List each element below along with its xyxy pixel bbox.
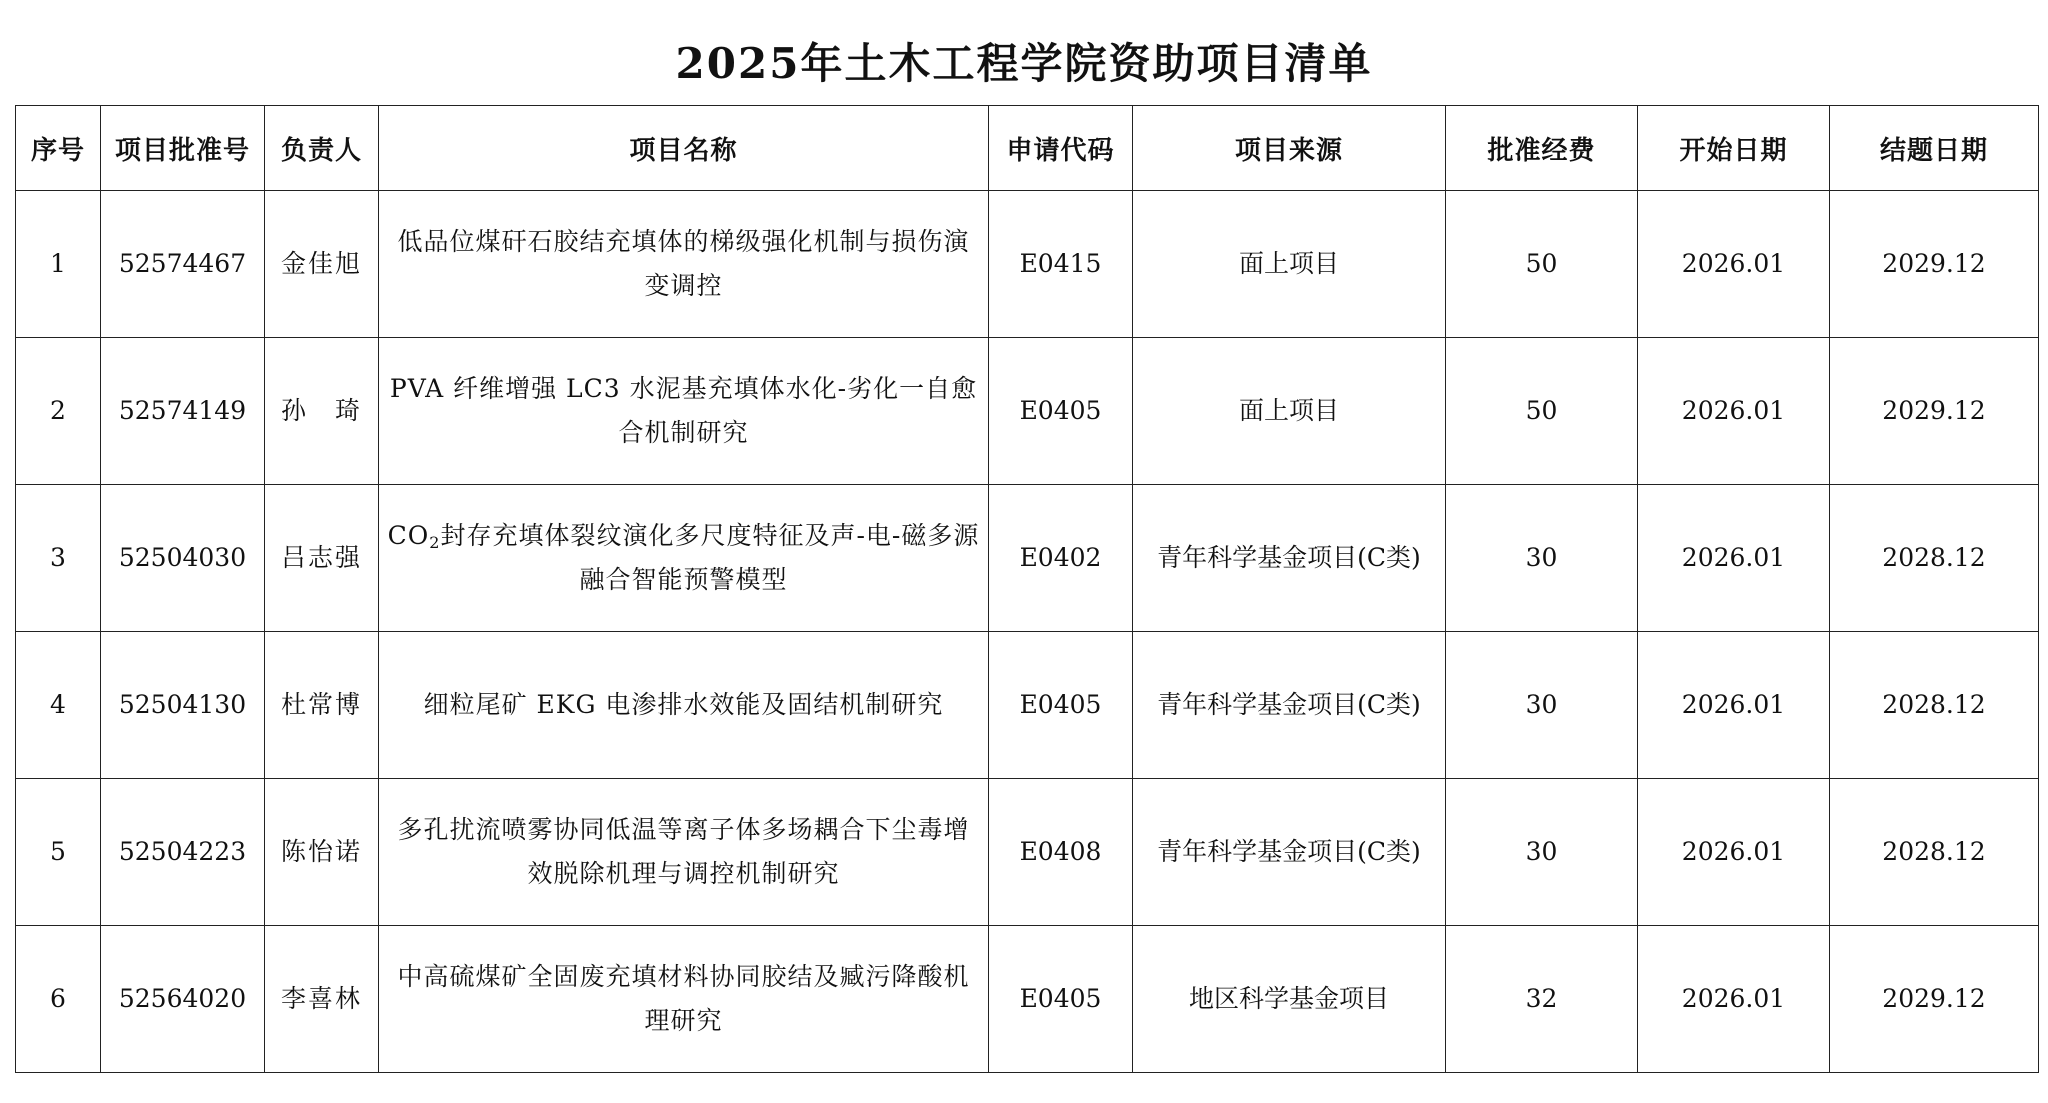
project-name-co2-prefix: CO xyxy=(387,520,430,550)
cell-start-date: 2026.01 xyxy=(1638,632,1830,779)
cell-funding: 50 xyxy=(1446,191,1638,338)
header-index: 序号 xyxy=(16,106,101,191)
cell-project-name: 细粒尾矿 EKG 电渗排水效能及固结机制研究 xyxy=(379,632,989,779)
cell-approval-no: 52504223 xyxy=(101,779,265,926)
cell-project-source: 青年科学基金项目(C类) xyxy=(1133,485,1446,632)
cell-index: 6 xyxy=(16,926,101,1073)
cell-end-date: 2029.12 xyxy=(1830,338,2039,485)
header-approval-no: 项目批准号 xyxy=(101,106,265,191)
table-row xyxy=(16,338,2039,485)
cell-end-date: 2028.12 xyxy=(1830,632,2039,779)
cell-leader: 金佳旭 xyxy=(265,191,379,338)
cell-funding: 30 xyxy=(1446,779,1638,926)
project-name-subscript: 2 xyxy=(429,532,441,552)
cell-project-name: 中高硫煤矿全固废充填材料协同胶结及臧污降酸机理研究 xyxy=(379,926,989,1073)
cell-end-date: 2028.12 xyxy=(1830,485,2039,632)
cell-end-date: 2028.12 xyxy=(1830,779,2039,926)
cell-approval-no: 52504130 xyxy=(101,632,265,779)
cell-leader: 孙 琦 xyxy=(265,338,379,485)
header-application-code: 申请代码 xyxy=(989,106,1133,191)
cell-leader: 李喜林 xyxy=(265,926,379,1073)
cell-end-date: 2029.12 xyxy=(1830,191,2039,338)
table-row xyxy=(16,779,2039,926)
cell-approval-no: 52504030 xyxy=(101,485,265,632)
header-project-source: 项目来源 xyxy=(1133,106,1446,191)
project-name-rest: 封存充填体裂纹演化多尺度特征及声-电-磁多源融合智能预警模型 xyxy=(440,520,980,594)
cell-application-code: E0415 xyxy=(989,191,1133,338)
table-row xyxy=(16,632,2039,779)
cell-index: 2 xyxy=(16,338,101,485)
cell-project-source: 地区科学基金项目 xyxy=(1133,926,1446,1073)
header-funding: 批准经费 xyxy=(1446,106,1638,191)
cell-start-date: 2026.01 xyxy=(1638,779,1830,926)
cell-leader: 杜常博 xyxy=(265,632,379,779)
cell-index: 4 xyxy=(16,632,101,779)
header-project-name: 项目名称 xyxy=(379,106,989,191)
cell-end-date: 2029.12 xyxy=(1830,926,2039,1073)
table-row xyxy=(16,485,2039,632)
cell-start-date: 2026.01 xyxy=(1638,485,1830,632)
cell-index: 1 xyxy=(16,191,101,338)
cell-application-code: E0405 xyxy=(989,926,1133,1073)
cell-application-code: E0408 xyxy=(989,779,1133,926)
cell-project-source: 面上项目 xyxy=(1133,338,1446,485)
cell-funding: 30 xyxy=(1446,485,1638,632)
cell-project-name xyxy=(379,485,989,632)
cell-leader: 陈怡诺 xyxy=(265,779,379,926)
cell-start-date: 2026.01 xyxy=(1638,926,1830,1073)
header-leader: 负责人 xyxy=(265,106,379,191)
cell-leader: 吕志强 xyxy=(265,485,379,632)
cell-funding: 50 xyxy=(1446,338,1638,485)
cell-project-name: 低品位煤矸石胶结充填体的梯级强化机制与损伤演变调控 xyxy=(379,191,989,338)
page-title: 2025年土木工程学院资助项目清单 xyxy=(675,39,1373,88)
cell-approval-no: 52574149 xyxy=(101,338,265,485)
cell-application-code: E0402 xyxy=(989,485,1133,632)
cell-application-code: E0405 xyxy=(989,338,1133,485)
cell-project-source: 青年科学基金项目(C类) xyxy=(1133,632,1446,779)
grant-project-table xyxy=(15,105,2039,1073)
table-header-row xyxy=(16,106,2039,191)
cell-index: 5 xyxy=(16,779,101,926)
cell-project-source: 青年科学基金项目(C类) xyxy=(1133,779,1446,926)
cell-start-date: 2026.01 xyxy=(1638,338,1830,485)
cell-approval-no: 52564020 xyxy=(101,926,265,1073)
cell-project-name: 多孔扰流喷雾协同低温等离子体多场耦合下尘毒增效脱除机理与调控机制研究 xyxy=(379,779,989,926)
cell-index: 3 xyxy=(16,485,101,632)
cell-funding: 30 xyxy=(1446,632,1638,779)
cell-project-name: PVA 纤维增强 LC3 水泥基充填体水化-劣化一自愈合机制研究 xyxy=(379,338,989,485)
cell-project-source: 面上项目 xyxy=(1133,191,1446,338)
cell-approval-no: 52574467 xyxy=(101,191,265,338)
header-start-date: 开始日期 xyxy=(1638,106,1830,191)
cell-start-date: 2026.01 xyxy=(1638,191,1830,338)
header-end-date: 结题日期 xyxy=(1830,106,2039,191)
table-row xyxy=(16,191,2039,338)
table-row xyxy=(16,926,2039,1073)
cell-application-code: E0405 xyxy=(989,632,1133,779)
cell-funding: 32 xyxy=(1446,926,1638,1073)
